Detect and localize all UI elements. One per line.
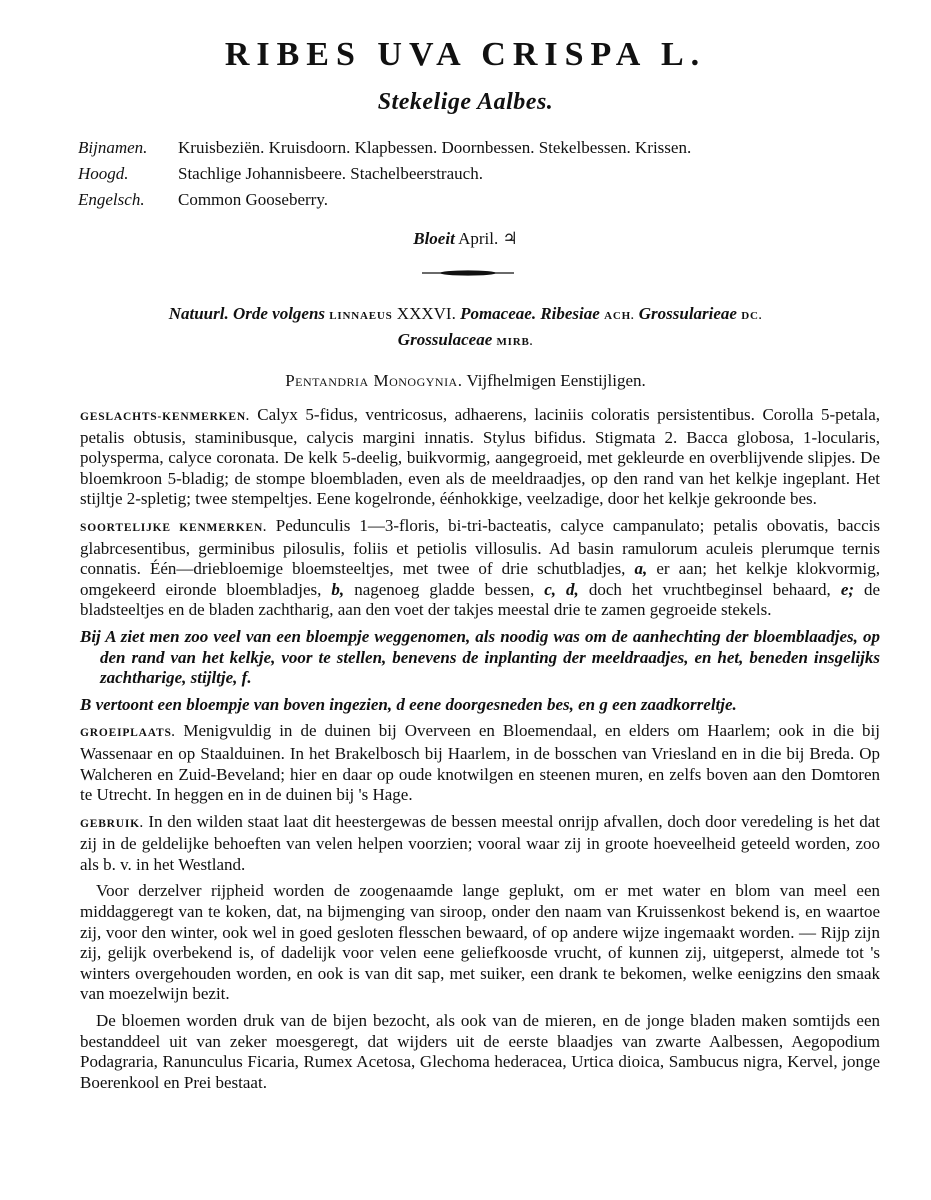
order-prefix: Natuurl. Orde volgens — [168, 304, 326, 323]
species-characters — [80, 516, 880, 621]
page-title: RIBES UVA CRISPA L. — [224, 36, 707, 73]
ornamental-rule — [422, 269, 514, 277]
genus-characters — [80, 405, 880, 510]
flowering-line — [0, 229, 931, 249]
species-text-2: er aan; het kelkje klokvormig, omgekeerd eironde bloembladjes, — [80, 559, 881, 599]
synonym-text: Kruisbeziën. Kruisdoorn. Klapbessen. Doornbessen. Stekelbessen. Krissen. — [178, 138, 692, 157]
natural-order-line-2 — [0, 330, 931, 350]
synonym-label: Hoogd. — [78, 164, 129, 183]
genus-text: Calyx 5-fidus, ventricosus, adhaerens, laciniis coloratis persistentibus. Corolla 5-petala, petalis obtusis, staminibusque, calycis margini innatis. Stylus bifidus. Stigmata 2. Bacca globosa, 1-locularis, polysperma, calyce coronata. De kelk 5-deelig, buikvormig, aangegroeid, met gekleurde en overblijvende slipjes. De bloemkroon 5-bladig; de stompe bloembladen, even als de meeldraadjes, op den rand van het kelkje ingeplant. Het stijltje 2-spletig; twee stempeltjes. Eene kogelronde, éénhokkige, veelzadige, door het kelkje gekroonde bes. — [80, 405, 880, 509]
synonym-label: Engelsch. — [78, 190, 145, 209]
natural-order-line — [0, 304, 931, 324]
genus-heading: GESLACHTS-KENMERKEN. — [80, 411, 250, 423]
habitat-section — [80, 721, 880, 805]
order-grossulaceae: Grossulaceae — [397, 330, 493, 349]
figure-letter-cd: c, d, — [544, 579, 579, 599]
species-text-4: doch het vruchtbeginsel behaard, — [588, 579, 831, 599]
figure-letter-a: a, — [634, 559, 648, 579]
order-ach: ACH. — [604, 310, 635, 322]
figure-letter-b: b, — [331, 579, 345, 599]
synonym-label: Bijnamen. — [78, 138, 148, 157]
description-body — [80, 405, 880, 1099]
order-roman: XXXVI. — [396, 304, 456, 323]
species-heading: SOORTELIJKE KENMERKEN. — [80, 521, 267, 534]
synonym-row-bijnamen — [78, 138, 691, 158]
figure-letter-e: e; — [840, 579, 855, 599]
usage-section — [80, 812, 880, 876]
flowering-label: Bloeit — [413, 229, 455, 248]
usage-paragraph-3: De bloemen worden druk van de bijen bezocht, als ook van de mieren, en de jonge bladen maken somtijds een bestanddeel uit van zeker moesgeregt, dat wijders uit de eerste blaadjes van zwarte Aalbessen, Aegopodium Podagraria, Ranunculus Ficaria, Rumex Acetosa, Glechoma hederacea, Urtica dioica, Sambucus nigra, Kervel, jonge Boerenkool en Prei bestaat. — [80, 1011, 880, 1092]
species-text-1: Pedunculis 1—3-floris, bi-tri-bacteatis, calyce campanulato; petalis obovatis, baccis glabrcesentibus, germinibus pilosulis, foliis et petiolis villosulis. Ad basin ramulorum aculeis plerumque ternis connatis. Één—driebloemige bloemsteeltjes, met twee of drie schutbladjes, — [80, 515, 880, 579]
usage-paragraph-2: Voor derzelver rijpheid worden de zoogenaamde lange geplukt, om er met water en blom van meel een middaggeregt van te koken, dat, na bijmenging van siroop, onder den naam van Kruissenkost bekend is, en waartoe zij, voor den winter, ook wel in goed gesloten flesschen bewaard, of op andere wijze ingemaakt worden. — Rijp zijn zij, gelijk overbekend is, of dadelijk voor velen eene geliefkoosde vrucht, of kunnen zij, uitgeperst, almede tot 's winters overgehouden worden, en ook is van dit sap, met suiker, een drank te bekomen, welke eenigzins den smaak van moezelwijn bezit. — [80, 881, 880, 1004]
synonym-row-hoogd — [78, 164, 483, 184]
synonym-text: Stachlige Johannisbeere. Stachelbeerstrauch. — [178, 164, 483, 183]
class-dutch: Vijfhelmigen Eenstijligen. — [466, 371, 646, 390]
figure-note-b: B vertoont een bloempje van boven ingezien, d eene doorgesneden bes, en g een zaadkorreltje. — [80, 694, 737, 714]
class-name: Pentandria Monogynia. — [285, 371, 463, 390]
order-pomaceae: Pomaceae. — [460, 304, 537, 323]
usage-heading: GEBRUIK. — [80, 817, 144, 830]
synonym-row-engelsch — [78, 190, 328, 210]
order-grossularieae: Grossularieae — [638, 304, 737, 323]
habitat-text: Menigvuldig in de duinen bij Overveen en Bloemendaal, en elders om Haarlem; ook in die bij Wassenaar en op Staalduinen. In het Brakelbosch bij Haarlem, in de bosschen van Vriesland en in die bij Breda. Op Walcheren en Zuid-Beveland; hier en daar op oude knotwilgen en steenen muren, en zelfs boven aan den Domtoren te Utrecht. In heggen en in de duinen bij 's Hage. — [80, 721, 880, 805]
order-linnaeus: LINNAEUS — [329, 310, 393, 322]
page-subtitle: Stekelige Aalbes. — [377, 89, 554, 115]
order-ribesiae: Ribesiae — [540, 304, 600, 323]
habitat-heading: GROEIPLAATS. — [80, 727, 176, 740]
species-text-3: nagenoeg gladde bessen, — [354, 579, 535, 599]
linnaean-class-line — [0, 371, 931, 391]
usage-text: In den wilden staat laat dit heestergewas de bessen meestal onrijp afvallen, doch door veredeling is het dat zij in de geldelijke behoeften van velen helpen voorzien; vooral waar zij in groote hoeveelheid geteeld worden, zoo als b. v. in het Westland. — [80, 811, 881, 874]
perennial-symbol-icon: ♃ — [502, 229, 518, 248]
order-dc: DC. — [741, 310, 763, 322]
figure-note-a: Bij A ziet men zoo veel van een bloempje weggenomen, als noodig was om de aanhechting der bloemblaadjes, op den rand van het kelkje, voor te stellen, benevens de inplanting der meeldraadjes, en het, beneden insgelijks zachtharige, stijltje, f. — [80, 626, 880, 688]
synonym-text: Common Gooseberry. — [178, 190, 328, 209]
flowering-month: April. — [458, 229, 499, 248]
order-mirb: MIRB. — [496, 336, 534, 348]
species-text-5: de bladsteeltjes en de bladen zachtharig, aan den voet der takjes meestal drie te zamen gegroeide stekels. — [80, 579, 881, 620]
